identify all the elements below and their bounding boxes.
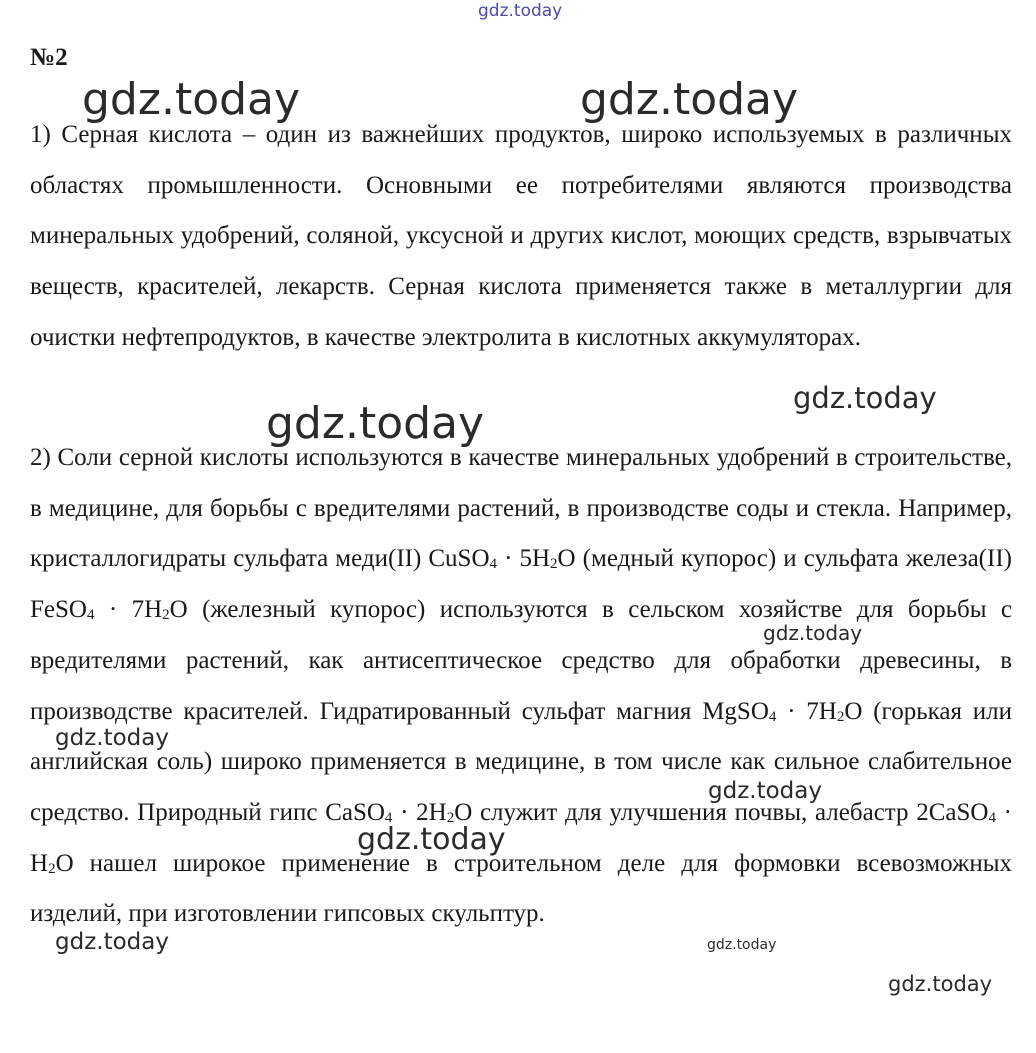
text-segment: (медный купорос) и сульфата железа(II) [575, 545, 1012, 573]
formula-cuso4: CuSO$_4$ · $5H_2O$ [428, 545, 576, 573]
watermark: gdz.today [357, 822, 506, 857]
watermark: gdz.today [888, 972, 993, 996]
formula-mgso4: MgSO$_4$ · $7H_2O$ [702, 697, 863, 725]
paragraph-1: 1) Серная кислота – один из важнейших продуктов, широко используемых в различных областях промышленности. Основными ее потребителями являются производства минеральных удобрений, соляной, уксусной и других кислот, моющих средств, взрывчатых веществ, красителей, лекарств. Серная кислота применяется также в металлургии для очистки нефтепродуктов, в качестве электролита в кислотных аккумуляторах. [30, 121, 1012, 351]
formula-caso4: CaSO$_4$ · $2H_2O$ [325, 798, 473, 826]
watermark: gdz.today [708, 778, 822, 804]
text-segment: 2) Соли серной кислоты используются в качестве минеральных удобрений в строительстве, в медицине, для борьбы с вредителями растений, в производстве соды и стекла. Например, кристаллогидраты сульфата меди(II) [30, 444, 1012, 573]
watermark: gdz.today [763, 621, 863, 645]
watermark: gdz.today [793, 381, 937, 415]
formula-alabaster: 2CaSO$_4$ · $H_2O$ [30, 798, 1012, 877]
watermark: gdz.today [707, 937, 777, 953]
text-segment: служит для улучшения почвы, алебастр [472, 798, 917, 826]
watermark: gdz.today [580, 74, 799, 125]
formula-feso4: FeSO$_4$ · $7H_2O$ [30, 596, 188, 624]
watermark: gdz.today [55, 725, 169, 751]
paragraph-2 [30, 433, 1012, 940]
watermark: gdz.today [55, 929, 169, 955]
watermark: gdz.today [478, 1, 563, 21]
watermark: gdz.today [82, 74, 301, 125]
problem-number: №2 [30, 44, 68, 71]
text-segment: (железный купорос) используются в сельском хозяйстве для борьбы с вредителями растений, как антисептическое средство для обработки древесины, в производстве красителей. Гидратированный сульфат магния [30, 596, 1012, 725]
text-segment: нашел широкое применение в строительном деле для формовки всевозможных изделий, при изготовлении гипсовых скульптур. [30, 849, 1012, 928]
text-segment: (горькая или английская соль) широко применяется в медицине, в том числе как сильное слабительное средство. Природный гипс [30, 697, 1012, 826]
watermark: gdz.today [266, 398, 485, 449]
